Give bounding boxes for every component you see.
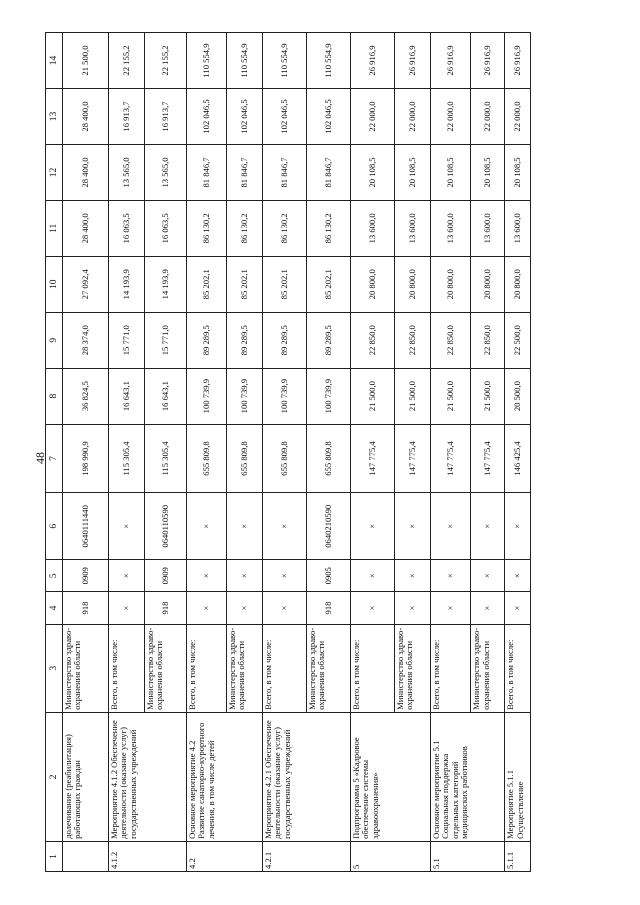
value-cell: 20 800,0	[471, 256, 505, 312]
budget-table	[45, 32, 531, 872]
value-cell: 147 775,4	[351, 424, 395, 493]
value-cell: ×	[109, 493, 145, 560]
event-name-cell: Основное мероприятие 5.1 Социальная поддержка отдельных категорий медицинских работников	[431, 712, 471, 841]
value-cell: 85 202,1	[187, 256, 227, 312]
value-cell: 655 809,8	[307, 424, 351, 493]
page-number: 48	[33, 452, 47, 464]
value-cell: 22 850,0	[431, 312, 471, 368]
value-cell: 16 643,1	[145, 368, 187, 424]
event-name-cell: Подпрограмма 5 «Кадровое обеспечение системы здравоохранения»	[351, 712, 395, 841]
value-cell: ×	[227, 493, 263, 560]
value-cell: 21 500,0	[395, 368, 431, 424]
row-number-cell: 5.1	[431, 841, 471, 871]
column-header: 5	[46, 560, 63, 592]
value-cell: ×	[109, 592, 145, 624]
value-cell: 26 916,9	[395, 33, 431, 89]
event-name-cell: Основное мероприятие 4.2 Развитие санаторно-курортного лечения, в том числе детей	[187, 712, 227, 841]
executor-cell: Всего, в том числе:	[187, 624, 227, 712]
executor-cell: Министерство здраво-охранения области	[307, 624, 351, 712]
value-cell: 22 850,0	[471, 312, 505, 368]
event-name-cell: долечивание (реабилитация) работающих граждан	[63, 712, 109, 841]
value-cell: 15 771,0	[109, 312, 145, 368]
value-cell: 22 850,0	[395, 312, 431, 368]
value-cell: 20 800,0	[395, 256, 431, 312]
value-cell: 20 800,0	[431, 256, 471, 312]
column-header: 14	[46, 33, 63, 89]
value-cell: ×	[471, 493, 505, 560]
event-name-cell: Мероприятие 4.2.1 Обеспечение деятельности (оказание услуг) государственных учреждений	[263, 712, 307, 841]
value-cell: ×	[471, 560, 505, 592]
value-cell: ×	[263, 560, 307, 592]
value-cell: 20 108,5	[351, 144, 395, 200]
table-body	[63, 33, 531, 872]
value-cell: 26 916,9	[471, 33, 505, 89]
value-cell: 28 400,0	[63, 200, 109, 256]
table-row	[263, 33, 307, 872]
value-cell: 0640210590	[307, 493, 351, 560]
value-cell: 21 500,0	[63, 33, 109, 89]
table-row	[471, 33, 505, 872]
value-cell: 655 809,8	[187, 424, 227, 493]
value-cell: 85 202,1	[307, 256, 351, 312]
table-row	[63, 33, 109, 872]
value-cell: 13 565,0	[145, 144, 187, 200]
table-row	[505, 33, 531, 872]
executor-cell: Всего, в том числе:	[263, 624, 307, 712]
value-cell: 81 846,7	[263, 144, 307, 200]
value-cell: ×	[395, 493, 431, 560]
column-header: 8	[46, 368, 63, 424]
value-cell: 15 771,0	[145, 312, 187, 368]
value-cell: ×	[227, 592, 263, 624]
value-cell: ×	[431, 592, 471, 624]
executor-cell: Всего, в том числе:	[351, 624, 395, 712]
value-cell: 16 913,7	[145, 89, 187, 145]
table-row	[109, 33, 145, 872]
value-cell: 28 400,0	[63, 144, 109, 200]
column-header: 10	[46, 256, 63, 312]
column-header: 9	[46, 312, 63, 368]
value-cell: 147 775,4	[395, 424, 431, 493]
value-cell: 26 916,9	[505, 33, 531, 89]
value-cell: ×	[505, 560, 531, 592]
executor-cell: Министерство здраво-охранения области	[145, 624, 187, 712]
value-cell: 147 775,4	[431, 424, 471, 493]
value-cell: 21 500,0	[431, 368, 471, 424]
value-cell: ×	[351, 493, 395, 560]
value-cell: 0640110590	[145, 493, 187, 560]
value-cell: 22 850,0	[351, 312, 395, 368]
value-cell: ×	[431, 493, 471, 560]
executor-cell: Министерство здраво-охранения области	[471, 624, 505, 712]
value-cell: 918	[145, 592, 187, 624]
value-cell: 86 130,2	[263, 200, 307, 256]
column-header: 7	[46, 424, 63, 493]
value-cell: ×	[187, 560, 227, 592]
value-cell: 655 809,8	[263, 424, 307, 493]
value-cell: 85 202,1	[227, 256, 263, 312]
event-name-cell	[395, 712, 431, 841]
row-number-cell: 5	[351, 841, 395, 871]
value-cell: 22 000,0	[505, 89, 531, 145]
row-number-cell	[63, 841, 109, 871]
column-header: 3	[46, 624, 63, 712]
row-number-cell	[395, 841, 431, 871]
executor-cell: Министерство здраво-охранения области	[227, 624, 263, 712]
value-cell: 20 108,5	[431, 144, 471, 200]
value-cell: 20 800,0	[351, 256, 395, 312]
rotated-page	[45, 32, 595, 872]
row-number-cell: 4.2.1	[263, 841, 307, 871]
value-cell: 20 108,5	[505, 144, 531, 200]
value-cell: ×	[227, 560, 263, 592]
value-cell: ×	[505, 493, 531, 560]
value-cell: ×	[351, 592, 395, 624]
event-name-cell	[227, 712, 263, 841]
column-header: 12	[46, 144, 63, 200]
value-cell: 0905	[307, 560, 351, 592]
row-number-cell	[227, 841, 263, 871]
value-cell: 13 600,0	[351, 200, 395, 256]
value-cell: 110 554,9	[263, 33, 307, 89]
value-cell: ×	[263, 493, 307, 560]
value-cell: 26 916,9	[431, 33, 471, 89]
value-cell: 21 500,0	[471, 368, 505, 424]
column-header: 4	[46, 592, 63, 624]
row-number-cell	[307, 841, 351, 871]
value-cell: 16 643,1	[109, 368, 145, 424]
value-cell: ×	[263, 592, 307, 624]
value-cell: 102 046,5	[307, 89, 351, 145]
value-cell: 110 554,9	[227, 33, 263, 89]
value-cell: 21 500,0	[351, 368, 395, 424]
value-cell: ×	[395, 560, 431, 592]
value-cell: 115 305,4	[145, 424, 187, 493]
value-cell: 100 739,9	[307, 368, 351, 424]
value-cell: 89 289,5	[227, 312, 263, 368]
value-cell: 16 063,5	[109, 200, 145, 256]
executor-cell: Всего, в том числе:	[109, 624, 145, 712]
executor-cell: Всего, в том числе:	[505, 624, 531, 712]
value-cell: 110 554,9	[307, 33, 351, 89]
row-number-cell	[145, 841, 187, 871]
value-cell: 0909	[145, 560, 187, 592]
value-cell: 20 108,5	[395, 144, 431, 200]
value-cell: 13 600,0	[505, 200, 531, 256]
table-row	[351, 33, 395, 872]
value-cell: 22 000,0	[431, 89, 471, 145]
executor-cell: Министерство здраво-охранения области	[63, 624, 109, 712]
value-cell: ×	[505, 592, 531, 624]
event-name-cell	[471, 712, 505, 841]
value-cell: 22 000,0	[395, 89, 431, 145]
value-cell: 13 565,0	[109, 144, 145, 200]
value-cell: 13 600,0	[471, 200, 505, 256]
value-cell: 26 916,9	[351, 33, 395, 89]
value-cell: ×	[395, 592, 431, 624]
value-cell: 81 846,7	[227, 144, 263, 200]
column-header: 2	[46, 712, 63, 841]
table-row	[431, 33, 471, 872]
table-row	[227, 33, 263, 872]
value-cell: 22 000,0	[351, 89, 395, 145]
value-cell: 100 739,9	[263, 368, 307, 424]
value-cell: 13 600,0	[431, 200, 471, 256]
value-cell: 655 809,8	[227, 424, 263, 493]
value-cell: 918	[307, 592, 351, 624]
value-cell: 22 000,0	[471, 89, 505, 145]
value-cell: 13 600,0	[395, 200, 431, 256]
executor-cell: Всего, в том числе:	[431, 624, 471, 712]
column-header: 1	[46, 841, 63, 871]
event-name-cell	[145, 712, 187, 841]
value-cell: ×	[109, 560, 145, 592]
value-cell: 85 202,1	[263, 256, 307, 312]
column-header: 11	[46, 200, 63, 256]
event-name-cell	[307, 712, 351, 841]
value-cell: 22 155,2	[145, 33, 187, 89]
value-cell: 81 846,7	[187, 144, 227, 200]
value-cell: 110 554,9	[187, 33, 227, 89]
value-cell: 147 775,4	[471, 424, 505, 493]
table-row	[187, 33, 227, 872]
value-cell: ×	[187, 592, 227, 624]
event-name-cell: Мероприятие 5.1.1 Осуществление	[505, 712, 531, 841]
value-cell: 86 130,2	[227, 200, 263, 256]
value-cell: 16 913,7	[109, 89, 145, 145]
value-cell: 146 425,4	[505, 424, 531, 493]
value-cell: 89 289,5	[263, 312, 307, 368]
value-cell: 36 824,5	[63, 368, 109, 424]
value-cell: 86 130,2	[187, 200, 227, 256]
value-cell: 102 046,5	[227, 89, 263, 145]
row-number-cell	[471, 841, 505, 871]
value-cell: 22 500,0	[505, 312, 531, 368]
row-number-cell: 4.2	[187, 841, 227, 871]
header-row	[46, 33, 63, 872]
value-cell: 100 739,9	[187, 368, 227, 424]
value-cell: 28 374,0	[63, 312, 109, 368]
value-cell: 22 155,2	[109, 33, 145, 89]
value-cell: 0640111440	[63, 493, 109, 560]
value-cell: 102 046,5	[187, 89, 227, 145]
value-cell: ×	[431, 560, 471, 592]
value-cell: 28 400,0	[63, 89, 109, 145]
value-cell: 14 193,9	[145, 256, 187, 312]
event-name-cell: Мероприятие 4.1.2 Обеспечение деятельности (оказание услуг) государственных учреждений	[109, 712, 145, 841]
table-row	[145, 33, 187, 872]
value-cell: 102 046,5	[263, 89, 307, 145]
value-cell: 20 800,0	[505, 256, 531, 312]
value-cell: 27 092,4	[63, 256, 109, 312]
value-cell: 198 990,9	[63, 424, 109, 493]
row-number-cell: 5.1.1	[505, 841, 531, 871]
value-cell: 20 108,5	[471, 144, 505, 200]
value-cell: 89 289,5	[307, 312, 351, 368]
value-cell: ×	[351, 560, 395, 592]
row-number-cell: 4.1.2	[109, 841, 145, 871]
value-cell: 14 193,9	[109, 256, 145, 312]
column-header: 13	[46, 89, 63, 145]
value-cell: ×	[471, 592, 505, 624]
value-cell: ×	[187, 493, 227, 560]
value-cell: 86 130,2	[307, 200, 351, 256]
value-cell: 0909	[63, 560, 109, 592]
value-cell: 100 739,9	[227, 368, 263, 424]
value-cell: 918	[63, 592, 109, 624]
executor-cell: Министерство здраво-охранения области	[395, 624, 431, 712]
table-row	[307, 33, 351, 872]
table-row	[395, 33, 431, 872]
value-cell: 16 063,5	[145, 200, 187, 256]
value-cell: 81 846,7	[307, 144, 351, 200]
value-cell: 89 289,5	[187, 312, 227, 368]
value-cell: 20 500,0	[505, 368, 531, 424]
column-header: 6	[46, 493, 63, 560]
value-cell: 115 305,4	[109, 424, 145, 493]
